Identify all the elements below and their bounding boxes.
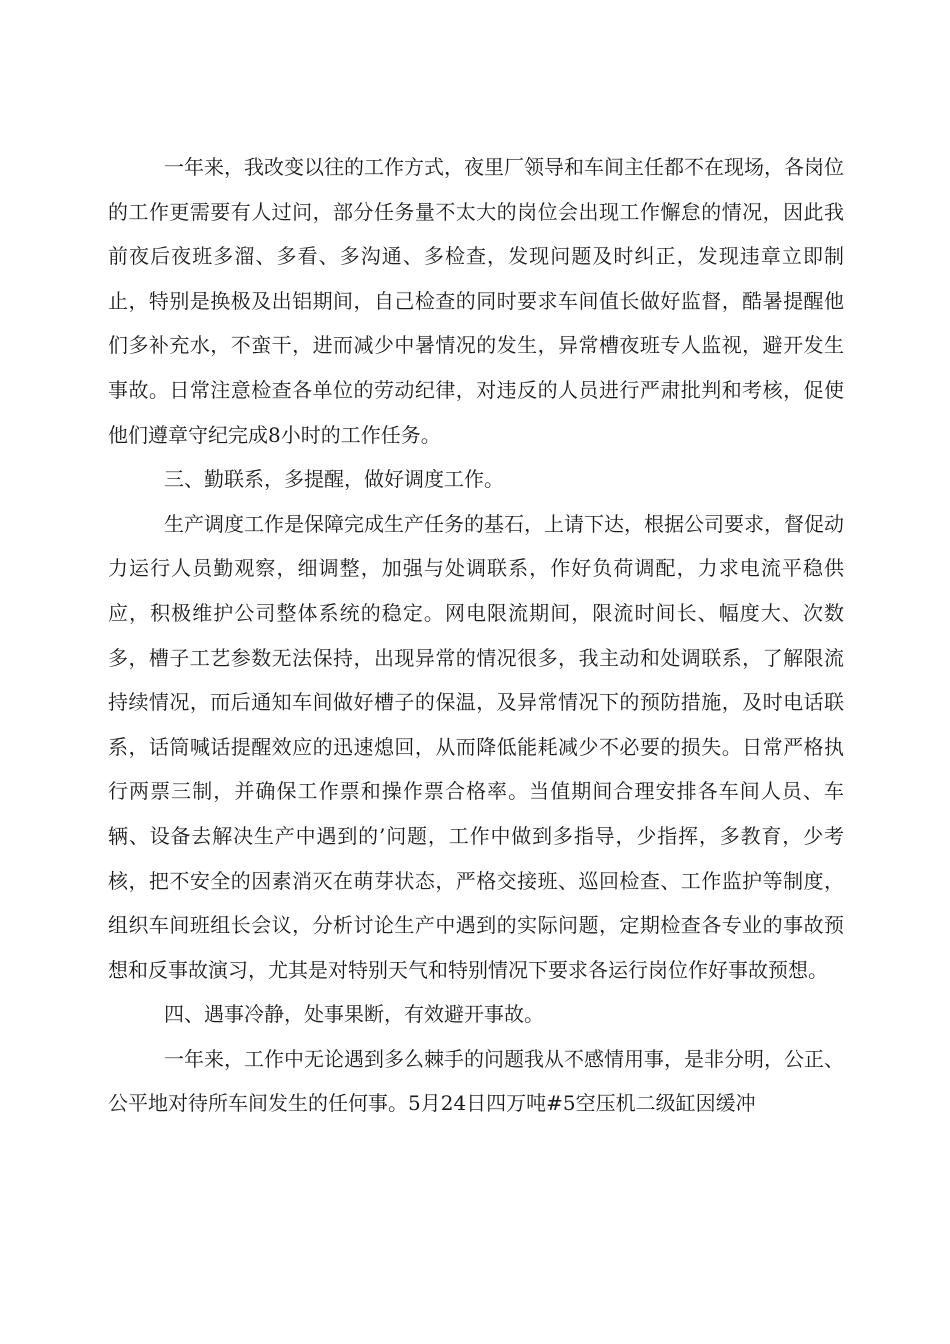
paragraph-work-style: 一年来，我改变以往的工作方式，夜里厂领导和车间主任都不在现场，各岗位的工作更需要有人过问，部分任务量不太大的岗位会出现工作懈怠的情况，因此我前夜后夜班多溜、多看、多沟通、多检查，发现问题及时纠正，发现违章立即制止，特别是换极及出铝期间，自己检查的同时要求车间值长做好监督，酷暑提醒他们多补充水，不蛮干，进而减少中暑情况的发生，异常槽夜班专人监视，避开发生事故。日常注意检查各单位的劳动纪律，对违反的人员进行严肃批判和考核，促使他们遵章守纪完成8小时的工作任务。 [108,155,844,447]
document-page [108,145,844,1126]
paragraph-dispatch-work: 生产调度工作是保障完成生产任务的基石，上请下达，根据公司要求，督促动力运行人员勤观察，细调整，加强与处调联系，作好负荷调配，力求电流平稳供应，积极维护公司整体系统的稳定。网电限流期间，限流时间长、幅度大、次数多，槽子工艺参数无法保持，出现异常的情况很多，我主动和处调联系，了解限流持续情况，而后通知车间做好槽子的保温，及异常情况下的预防措施，及时电话联系，话筒喊话提醒效应的迅速熄回，从而降低能耗减少不必要的损失。日常严格执行两票三制，并确保工作票和操作票合格率。当值期间合理安排各车间人员、车辆、设备去解决生产中遇到的’问题，工作中做到多指导，少指挥，多教育，少考核，把不安全的因素消灭在萌芽状态，严格交接班、巡回检查、工作监护等制度，组织车间班组长会议，分析讨论生产中遇到的实际问题，定期检查各专业的事故预想和反事故演习，尤其是对特别天气和特别情况下要求各运行岗位作好事故预想。 [108,511,844,982]
section-heading-3: 三、勤联系，多提醒，做好调度工作。 [164,467,504,492]
section-heading-4: 四、遇事冷静，处事果断，有效避开事故。 [164,1002,544,1027]
paragraph-calm-handling: 一年来，工作中无论遇到多么棘手的问题我从不感情用事，是非分明，公正、公平地对待所车间发生的任何事。5月24日四万吨#5空压机二级缸因缓冲 [108,1046,844,1116]
